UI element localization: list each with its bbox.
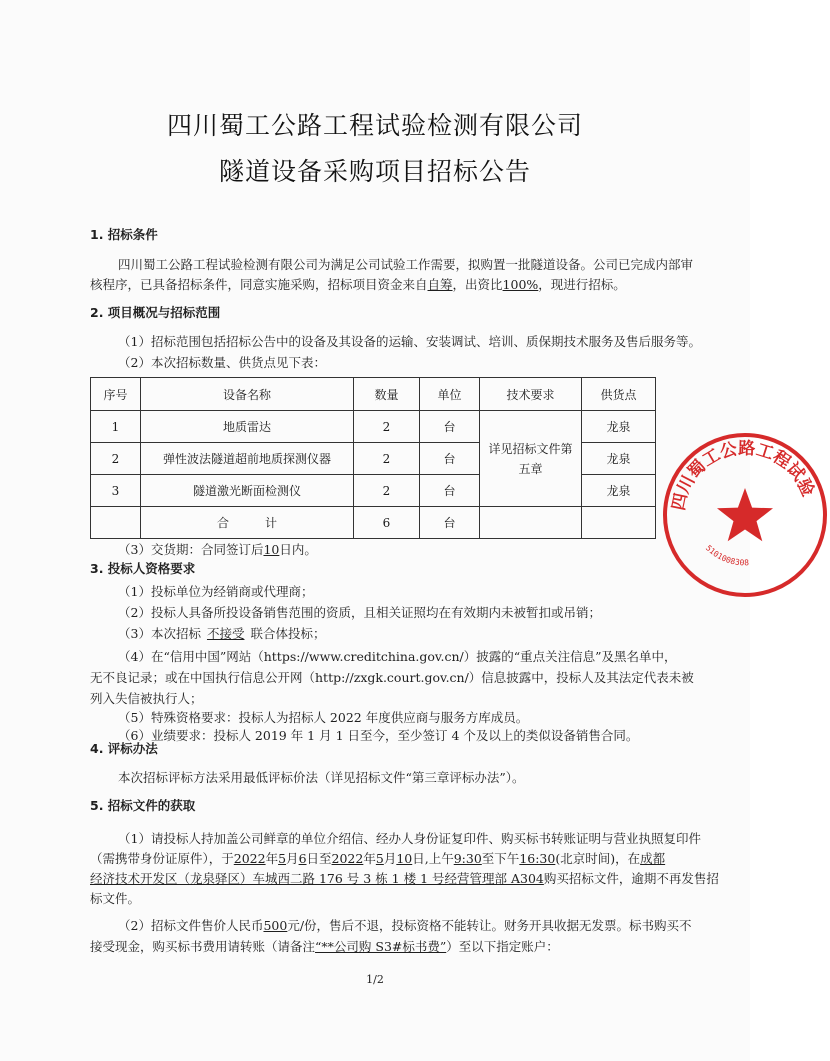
total-quantity: 6 <box>354 507 420 539</box>
announcement-title: 隧道设备采购项目招标公告 <box>218 157 531 186</box>
section-2-item-2: （2）本次招标数量、供货点见下表： <box>118 355 326 370</box>
seal-text: 四川蜀工公路工程试验 <box>668 438 818 513</box>
supply-place: 龙泉 <box>582 475 656 507</box>
section-1-heading: 1. 招标条件 <box>90 227 158 242</box>
qualification-item-2: （2）投标人具备所投设备销售范围的资质，且相关证照均在有效期内未被暂扣或吊销； <box>118 605 601 620</box>
section-5-item-1-line-2: （需携带身份证原件），于2022年5月6日至2022年5月10日,上午9:30至下午16:30(北京时间)，在成都 <box>90 851 666 866</box>
quantity: 2 <box>354 443 420 475</box>
equipment-name: 地质雷达 <box>141 411 354 443</box>
fund-source: 自筹 <box>427 277 453 292</box>
quantity: 2 <box>354 475 420 507</box>
page-number: 1/2 <box>366 973 384 986</box>
fund-ratio: 100% <box>502 277 539 292</box>
technical-requirement: 详见招标文件第五章 <box>480 411 582 507</box>
document-price: 500 <box>263 918 288 933</box>
section-5-item-1-line-4: 标文件。 <box>90 891 141 906</box>
supply-place: 龙泉 <box>582 411 656 443</box>
section-2-heading: 2. 项目概况与招标范围 <box>90 305 221 320</box>
seal-number: 5101008308 <box>703 543 750 568</box>
row-number: 3 <box>91 475 141 507</box>
section-5-item-1-line-3: 经济技术开发区（龙泉驿区）车城西二路 176 号 3 栋 1 楼 1 号经营管理部 A304购买招标文件，逾期不再发售招 <box>90 871 719 886</box>
qualification-item-6: （6）业绩要求：投标人 2019 年 1 月 1 日至今，至少签订 4 个及以上的类似设备销售合同。 <box>118 728 639 743</box>
unit: 台 <box>420 475 480 507</box>
table-header: 序号 <box>91 378 141 411</box>
unit: 台 <box>420 411 480 443</box>
equipment-name: 隧道激光断面检测仪 <box>141 475 354 507</box>
section-5-heading: 5. 招标文件的获取 <box>90 798 196 813</box>
table-header: 数量 <box>354 378 420 411</box>
equipment-name: 弹性波法隧道超前地质探测仪器 <box>141 443 354 475</box>
table-total-row <box>91 507 656 539</box>
row-number: 2 <box>91 443 141 475</box>
section-2-item-1: （1）招标范围包括招标公告中的设备及其设备的运输、安装调试、培训、质保期技术服务及售后服务等。 <box>118 334 701 349</box>
total-label: 合 计 <box>141 507 354 539</box>
section-5-item-2-line-1: （2）招标文件售价人民币500元/份，售后不退，投标资格不能转让。财务开具收据无发票。标书购买不 <box>118 918 692 933</box>
total-unit: 台 <box>420 507 480 539</box>
table-header-row <box>91 378 656 411</box>
section-1-para-line-2: 核程序，已具备招标条件，同意实施采购，招标项目资金来自自筹，出资比100%，现进行招标。 <box>90 277 626 292</box>
section-2-item-3: （3）交货期：合同签订后10日内。 <box>118 542 317 557</box>
row-number: 1 <box>91 411 141 443</box>
qualification-item-4-line-1: （4）在“信用中国”网站（https://www.creditchina.gov.cn/）披露的“重点关注信息”及黑名单中， <box>118 649 677 664</box>
company-seal <box>660 430 830 600</box>
supply-place: 龙泉 <box>582 443 656 475</box>
equipment-table <box>90 377 656 539</box>
section-5-item-1-line-1: （1）请投标人持加盖公司鲜章的单位介绍信、经办人身份证复印件、购买标书转账证明与营业执照复印件 <box>118 831 701 846</box>
qualification-item-5: （5）特殊资格要求：投标人为招标人 2022 年度供应商与服务方库成员。 <box>118 710 529 725</box>
table-header: 单位 <box>420 378 480 411</box>
table-header: 供货点 <box>582 378 656 411</box>
section-4-heading: 4. 评标办法 <box>90 741 158 756</box>
star-icon <box>717 488 773 541</box>
section-4-para: 本次招标评标方法采用最低评标价法（详见招标文件“第三章评标办法”）。 <box>118 770 525 785</box>
quantity: 2 <box>354 411 420 443</box>
table-header: 技术要求 <box>480 378 582 411</box>
consortium-status: 不接受 <box>206 626 245 641</box>
qualification-item-4-line-3: 列入失信被执行人； <box>90 691 203 706</box>
qualification-item-1: （1）投标单位为经销商或代理商； <box>118 584 314 599</box>
section-3-heading: 3. 投标人资格要求 <box>90 561 196 576</box>
delivery-days: 10 <box>263 542 280 557</box>
table-row <box>91 411 656 443</box>
transfer-note: “**公司购 S3#标书费” <box>315 939 447 954</box>
company-title: 四川蜀工公路工程试验检测有限公司 <box>166 111 583 140</box>
qualification-item-3: （3）本次招标 不接受 联合体投标； <box>118 626 326 641</box>
section-1-para-line-1: 四川蜀工公路工程试验检测有限公司为满足公司试验工作需要，拟购置一批隧道设备。公司已完成内部审 <box>118 257 694 272</box>
unit: 台 <box>420 443 480 475</box>
qualification-item-4-line-2: 无不良记录；或在中国执行信息公开网（http://zxgk.court.gov.cn/）信息披露中，投标人及其法定代表未被 <box>90 670 694 685</box>
section-5-item-2-line-2: 接受现金，购买标书费用请转账（请备注“**公司购 S3#标书费”）至以下指定账户： <box>90 939 559 954</box>
purchase-address: 经济技术开发区（龙泉驿区）车城西二路 176 号 3 栋 1 楼 1 号经营管理部 A304 <box>90 871 544 886</box>
table-header: 设备名称 <box>141 378 354 411</box>
